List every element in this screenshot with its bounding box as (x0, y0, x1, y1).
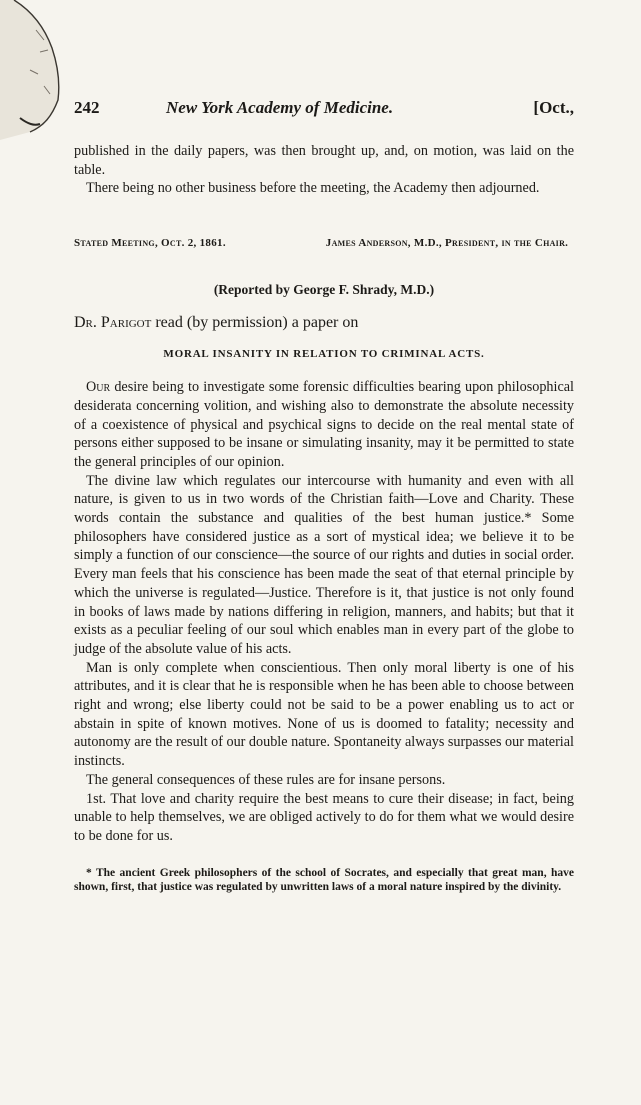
page-number: 242 (74, 98, 100, 117)
speaker-name: Dr. Parigot (74, 314, 152, 332)
journal-title: New York Academy of Medicine. (166, 98, 394, 117)
paragraph-1-text: desire being to investigate some forensic difficulties bearing upon philosophical desiderata concerning volition, and wishing also to demonstrate the absolute necessity of a coexistence of physical and psychical signs to decide on the real mental state of persons either supposed to be insane or simulating insanity, may it be permitted to state the general principles of our opinion. (74, 379, 574, 470)
paragraph-1 (74, 378, 574, 472)
running-head-date: [Oct., (533, 98, 574, 117)
paragraph-3: Man is only complete when conscientious. Then only moral liberty is one of his attributes, and it is clear that he is responsible when he has been able to choose between right and wrong; else liberty could not be said to be a power enabling us to act or abstain in spite of known motives. None of us is doomed to fatality; necessity and autonomy are the result of our double nature. Spontaneity always surpasses our material instincts. (74, 659, 574, 770)
paper-title: MORAL INSANITY IN RELATION TO CRIMINAL ACTS. (163, 348, 485, 361)
opening-section (74, 142, 574, 198)
meeting-header (74, 236, 574, 268)
announcement-text: read (by permission) a paper on (151, 314, 359, 332)
article-body (74, 378, 574, 846)
running-head (74, 96, 574, 120)
paper-announcement (74, 312, 574, 334)
paragraph-2: The divine law which regulates our intercourse with humanity and even with all nature, is given to us in two words of the Christian faith—Love and Charity. These words contain the substance and qualities of the best human justice.* Some philosophers have considered justice as a sort of mystical idea; we believe it to be simply a function of our conscience—the source of our rights and duties in social order. Every man feels that his conscience has been made the seat of that eternal principle by which the universe is regulated—Justice. Therefore is it, that justice is not only found in books of laws made by nations differing in religion, manners, and habits; but that it exists as a peculiar feeling of our soul which enables man in every part of the globe to judge of the absolute value of his acts. (74, 472, 574, 657)
paragraph-1-lead: Our (86, 379, 111, 396)
footnote: * The ancient Greek philosophers of the school of Socrates, and especially that great man, have shown, first, that justice was regulated by unwritten laws of a moral nature inspired by the divinity. (74, 866, 574, 894)
document-page (74, 96, 574, 906)
page-corner-tear (0, 0, 80, 140)
paragraph-4: The general consequences of these rules are for insane persons. (86, 771, 446, 788)
meeting-chair: James Anderson, M.D., President, in the Chair. (325, 237, 569, 250)
paragraph-5: 1st. That love and charity require the best means to cure their disease; in fact, being unable to help themselves, we are obliged actively to do for them what we would desire to be done for us. (74, 790, 574, 844)
reporter-credit: (Reported by George F. Shrady, M.D.) (213, 282, 435, 298)
adjournment-paragraph: There being no other business before the meeting, the Academy then adjourned. (86, 180, 540, 197)
opening-paragraph: published in the daily papers, was then brought up, and, on motion, was laid on the table. (74, 143, 574, 178)
meeting-date: Stated Meeting, Oct. 2, 1861. (74, 237, 226, 250)
